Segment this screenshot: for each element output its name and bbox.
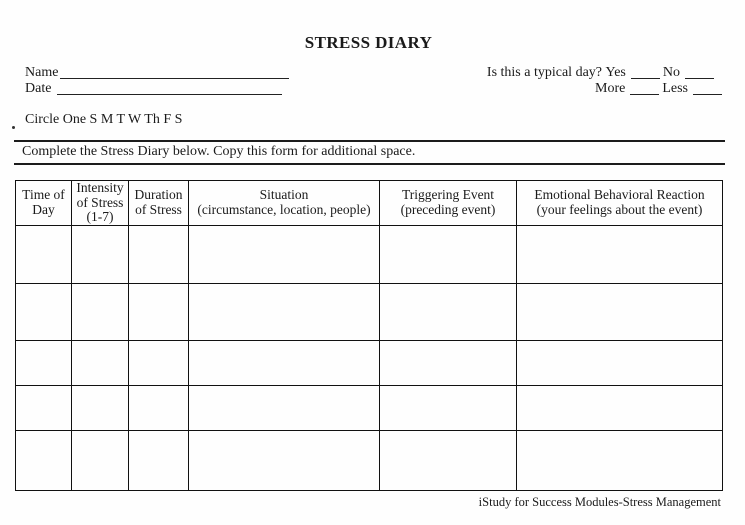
name-label: Name: [25, 65, 59, 80]
table-cell: [517, 430, 723, 490]
column-header-line: Intensity: [76, 180, 124, 195]
column-header-line: (preceding event): [400, 201, 496, 217]
name-line: [25, 65, 289, 81]
date-line: [25, 81, 289, 97]
table-cell: [72, 430, 129, 490]
table-cell: [129, 283, 189, 340]
table-cell: [129, 430, 189, 490]
circle-one-label: Circle One S M T W Th F S: [25, 112, 183, 127]
more-blank: [630, 93, 659, 95]
table-column-header: [129, 181, 189, 226]
table-cell: [517, 340, 723, 385]
table-cell: [16, 225, 72, 283]
column-header-line: of Stress: [76, 194, 124, 210]
table-column-header: [189, 181, 380, 226]
table-cell: [129, 385, 189, 430]
table-cell: [380, 340, 517, 385]
table-cell: [129, 225, 189, 283]
instruction-text: Complete the Stress Diary below. Copy this form for additional space.: [22, 144, 416, 159]
table-row: [16, 283, 723, 340]
table-column-header: [517, 181, 723, 226]
table-cell: [189, 385, 380, 430]
table-header-row: [16, 181, 723, 226]
column-header-line: of Stress: [135, 201, 182, 217]
yes-blank: [631, 77, 660, 79]
table-cell: [380, 385, 517, 430]
column-header-line: Situation: [259, 187, 309, 203]
table-cell: [16, 385, 72, 430]
no-label: No: [662, 65, 680, 80]
table-cell: [72, 385, 129, 430]
scan-artifact-dot: [12, 126, 15, 129]
table-column-header: [380, 181, 517, 226]
table-cell: [72, 225, 129, 283]
horizontal-rule-bottom: [14, 163, 725, 165]
page-title: STRESS DIARY: [304, 33, 433, 52]
table-row: [16, 430, 723, 490]
table-cell: [72, 283, 129, 340]
column-header-line: (circumstance, location, people): [197, 201, 371, 217]
name-date-block: [25, 65, 289, 97]
typical-day-line: [487, 65, 714, 81]
table-cell: [380, 283, 517, 340]
date-label: Date: [25, 81, 52, 96]
table-cell: [517, 225, 723, 283]
table-cell: [189, 283, 380, 340]
typical-day-question: Is this a typical day?: [486, 65, 602, 80]
column-header-line: Duration: [134, 187, 183, 203]
horizontal-rule-top: [14, 140, 725, 142]
table-cell: [189, 430, 380, 490]
less-blank: [693, 93, 722, 95]
column-header-line: Triggering Event: [401, 187, 495, 203]
yes-label: Yes: [605, 65, 626, 80]
table-cell: [16, 283, 72, 340]
table-row: [16, 385, 723, 430]
column-header-line: (your feelings about the event): [536, 201, 703, 217]
column-header-line: Time of: [22, 187, 65, 203]
table-cell: [16, 430, 72, 490]
typical-day-block: [487, 65, 722, 97]
table-cell: [380, 430, 517, 490]
column-header-line: Day: [32, 201, 55, 217]
footer-credit: iStudy for Success Modules-Stress Management: [478, 495, 721, 509]
column-header-line: Emotional Behavioral Reaction: [534, 187, 705, 203]
table-cell: [517, 385, 723, 430]
no-blank: [685, 77, 714, 79]
date-blank: [57, 93, 282, 95]
table-cell: [380, 225, 517, 283]
less-label: Less: [662, 81, 688, 96]
table-cell: [16, 340, 72, 385]
more-label: More: [595, 81, 626, 96]
table-cell: [72, 340, 129, 385]
table-cell: [129, 340, 189, 385]
table-cell: [517, 283, 723, 340]
name-blank: [60, 77, 289, 79]
table-column-header: [16, 181, 72, 226]
table-row: [16, 225, 723, 283]
table-row: [16, 340, 723, 385]
table-column-header: [72, 181, 129, 226]
table-cell: [189, 340, 380, 385]
more-less-line: [487, 81, 722, 97]
column-header-line: (1-7): [86, 209, 114, 224]
table-cell: [189, 225, 380, 283]
stress-diary-table: [15, 180, 723, 491]
